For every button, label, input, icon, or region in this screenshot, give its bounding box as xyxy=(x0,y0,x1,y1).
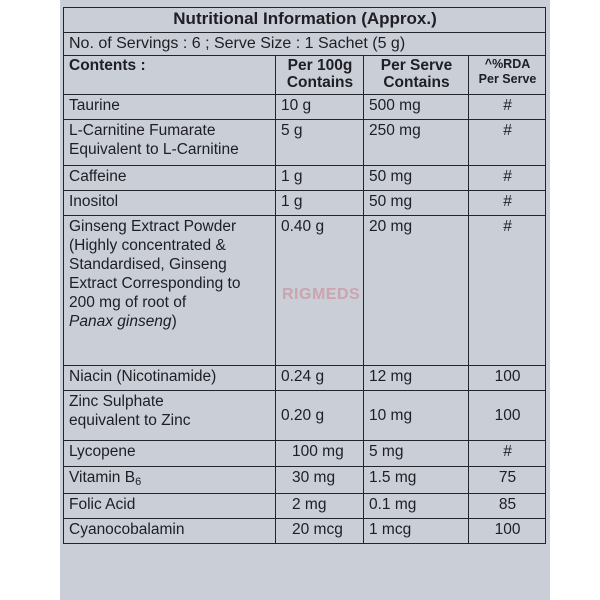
row-per-serve: 250 mg xyxy=(364,120,469,166)
row-rda: 85 xyxy=(469,494,546,519)
row-rda: 75 xyxy=(469,467,546,494)
row-name: Niacin (Nicotinamide) xyxy=(64,366,276,391)
table-row xyxy=(64,519,546,544)
table-row xyxy=(64,216,546,366)
row-per-100g: 1 g xyxy=(276,166,364,191)
row-per-100g: 0.20 g xyxy=(276,391,364,441)
watermark: RIGMEDS xyxy=(282,286,361,303)
nutrition-table xyxy=(63,7,546,544)
table-row xyxy=(64,441,546,467)
row-per-serve: 12 mg xyxy=(364,366,469,391)
row-name: Caffeine xyxy=(64,166,276,191)
header-row xyxy=(64,56,546,95)
row-per-100g: 1 g xyxy=(276,191,364,216)
row-name: Vitamin $B_6$ xyxy=(64,467,276,494)
row-per-serve: 5 mg xyxy=(364,441,469,467)
row-rda: # xyxy=(469,166,546,191)
table-row xyxy=(64,391,546,441)
row-per-serve: 50 mg xyxy=(364,191,469,216)
row-per-100g: 30 mg xyxy=(276,467,364,494)
row-per-serve: 0.1 mg xyxy=(364,494,469,519)
header-contents: Contents : xyxy=(64,56,276,95)
row-name: Folic Acid xyxy=(64,494,276,519)
header-per-100g: Per 100g Contains xyxy=(276,56,364,95)
row-per-100g: 0.40 g xyxy=(276,216,364,366)
table-row xyxy=(64,467,546,494)
row-name: Lycopene xyxy=(64,441,276,467)
table-title: Nutritional Information (Approx.) xyxy=(64,8,546,33)
row-per-100g: 0.24 g xyxy=(276,366,364,391)
table-row xyxy=(64,191,546,216)
row-per-100g: 2 mg xyxy=(276,494,364,519)
row-rda: 100 xyxy=(469,366,546,391)
row-rda: # xyxy=(469,120,546,166)
table-row xyxy=(64,494,546,519)
servings-info: No. of Servings : 6 ; Serve Size : 1 Sachet (5 g) xyxy=(64,33,546,56)
table-row xyxy=(64,95,546,120)
row-rda: 100 xyxy=(469,519,546,544)
row-per-serve: 1 mcg xyxy=(364,519,469,544)
row-name: Ginseng Extract Powder (Highly concentrated & Standardised, Ginseng Extract Corresponding to 200 mg of root of Panax ginseng) xyxy=(64,216,276,366)
row-rda: # xyxy=(469,216,546,366)
row-per-100g: 5 g xyxy=(276,120,364,166)
row-name: Zinc Sulphate equivalent to Zinc xyxy=(64,391,276,441)
row-rda: # xyxy=(469,95,546,120)
row-rda: # xyxy=(469,191,546,216)
row-name: L-Carnitine Fumarate Equivalent to L-Carnitine xyxy=(64,120,276,166)
header-rda: ^%RDA Per Serve xyxy=(469,56,546,95)
row-per-serve: 10 mg xyxy=(364,391,469,441)
row-per-100g: 100 mg xyxy=(276,441,364,467)
row-per-serve: 500 mg xyxy=(364,95,469,120)
table-row xyxy=(64,366,546,391)
title-row xyxy=(64,8,546,33)
table-row xyxy=(64,120,546,166)
row-name: Inositol xyxy=(64,191,276,216)
row-name: Cyanocobalamin xyxy=(64,519,276,544)
table-row xyxy=(64,166,546,191)
row-per-100g: 20 mcg xyxy=(276,519,364,544)
row-per-serve: 1.5 mg xyxy=(364,467,469,494)
row-rda: # xyxy=(469,441,546,467)
header-per-serve: Per Serve Contains xyxy=(364,56,469,95)
servings-row xyxy=(64,33,546,56)
row-per-serve: 20 mg xyxy=(364,216,469,366)
row-rda: 100 xyxy=(469,391,546,441)
row-per-100g: 10 g xyxy=(276,95,364,120)
row-name: Taurine xyxy=(64,95,276,120)
row-per-serve: 50 mg xyxy=(364,166,469,191)
